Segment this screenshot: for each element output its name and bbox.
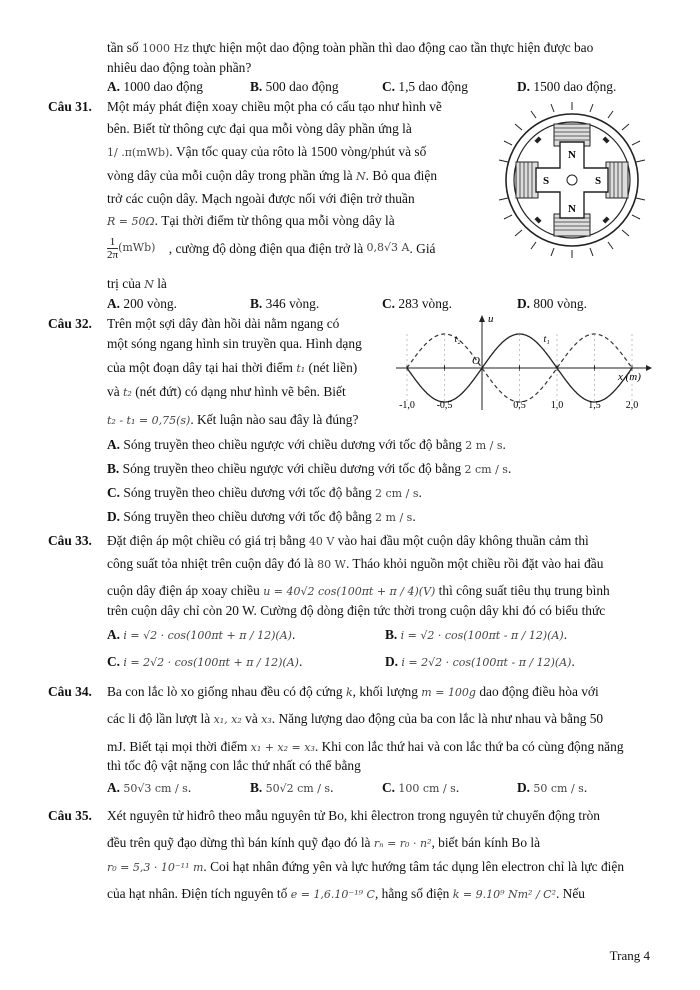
text: và	[107, 384, 120, 399]
math-sum: x₁ + x₂ = x₃	[250, 741, 315, 754]
text: nhiêu dao động toàn phần?	[107, 60, 252, 75]
u-axis-arrow	[479, 315, 485, 322]
math-ac-voltage: u = 40√2 cos(100πt + π / 4)(V)	[263, 585, 436, 598]
option-letter: D.	[517, 296, 531, 311]
label-t1: t₁	[543, 334, 550, 345]
option-letter: A.	[107, 627, 121, 642]
math-coulomb: k = 9.10⁹ Nm² / C²	[452, 888, 556, 901]
option-letter: C.	[107, 654, 121, 669]
text: , hằng số điện	[374, 886, 450, 901]
x-tick-label: 0,5	[513, 400, 526, 411]
option-letter: C.	[382, 79, 396, 94]
fraction-denominator: 2π	[107, 249, 119, 261]
math-radius: rₙ = r₀ · n²	[373, 837, 432, 850]
q32-option-d[interactable]: D. Sóng truyền theo chiều dương với tốc độ bằng 2 m / s.	[107, 509, 416, 524]
option-letter: A.	[107, 780, 121, 795]
top-line-2	[107, 60, 251, 75]
option-letter: D.	[107, 509, 121, 524]
text: Xét nguyên tử hiđrô theo mẫu nguyên tử Bo, khi êlectron trong nguyên tử chuyển động tròn	[107, 808, 600, 823]
q35-line-1	[107, 808, 600, 823]
text: . Tháo khỏi nguồn một chiều rồi đặt vào hai đầu	[345, 556, 604, 571]
q34-options	[107, 780, 667, 798]
option-math: i = √2 · cos(100πt - π / 12)(A)	[400, 629, 564, 642]
text: Đặt điện áp một chiều có giá trị bằng	[107, 533, 306, 548]
math-n: N	[356, 170, 366, 183]
text: của một đoạn dây tại hai thời điểm	[107, 360, 293, 375]
option-letter: A.	[107, 79, 121, 94]
option-letter: D.	[517, 79, 531, 94]
text: Một máy phát điện xoay chiều một pha có cấu tạo như hình vẽ	[107, 99, 442, 114]
option-text: 800 vòng.	[533, 296, 587, 311]
question-32-label: Câu 32.	[48, 316, 92, 331]
math-voltage: 40 V	[308, 535, 335, 548]
q32-option-c[interactable]: C. Sóng truyền theo chiều dương với tốc độ bằng 2 cm / s.	[107, 485, 422, 500]
option-text: 1000 dao động	[123, 79, 203, 94]
option-letter: D.	[517, 780, 531, 795]
option-text: 1500 dao động.	[533, 79, 617, 94]
option-math: 50√2 cm / s	[265, 782, 331, 795]
option-text: 500 dao động	[265, 79, 339, 94]
text: . Coi hạt nhân đứng yên và lực hướng tâm tác dụng lên electron chỉ là lực điện	[203, 859, 625, 874]
wave-chart	[392, 310, 654, 418]
text: thì công suất tiêu thụ trung bình	[438, 583, 610, 598]
top-options	[107, 79, 667, 97]
text: công suất tỏa nhiệt trên cuộn dây đó là	[107, 556, 314, 571]
text: và	[245, 711, 258, 726]
option-letter: D.	[385, 654, 399, 669]
text: thực hiện một dao động toàn phần thì dao động cao tần thực hiện được bao	[192, 40, 594, 55]
option-text: 200 vòng.	[123, 296, 177, 311]
text: đều trên quỹ đạo dừng thì bán kính quỹ đạo đó là	[107, 835, 371, 850]
q34-line-4	[107, 758, 361, 773]
q35-line-4	[107, 886, 585, 902]
x-axis-label: x (m)	[618, 371, 641, 383]
text: (nét liền)	[308, 360, 358, 375]
option-letter: C.	[382, 780, 396, 795]
math-dt: t₂ - t₁ = 0,75(s)	[107, 414, 191, 427]
option-math: i = 2√2 · cos(100πt + π / 12)(A)	[123, 656, 299, 669]
text: vào hai đầu một cuộn dây không thuần cảm thì	[337, 533, 589, 548]
q33-line-3	[107, 583, 610, 599]
text: , biết bán kính Bo là	[431, 835, 541, 850]
pole-n-bottom: N	[568, 203, 576, 215]
option-letter: B.	[250, 780, 263, 795]
q32-option-a[interactable]: A. Sóng truyền theo chiều ngược với chiều dương với tốc độ bằng 2 m / s.	[107, 437, 506, 452]
rotor-shaft	[567, 175, 577, 185]
text: bên. Biết từ thông cực đại qua mỗi vòng dây phần ứng là	[107, 121, 412, 136]
option-letter: C.	[107, 485, 121, 500]
page-number: Trang 4	[609, 948, 650, 963]
option-math: 100 cm / s	[398, 782, 456, 795]
label-t2: t₂	[454, 334, 461, 345]
math-t2: t₂	[123, 386, 132, 399]
option-math: 50 cm / s	[533, 782, 584, 795]
q31-line-8	[107, 276, 167, 292]
text: . Giá	[409, 240, 436, 256]
text: (nét đứt) có dạng như hình vẽ bên. Biết	[135, 384, 346, 399]
x-axis-arrow	[646, 365, 652, 371]
text: . Tại thời điểm từ thông qua mỗi vòng dây là	[154, 213, 395, 228]
option-math: i = 2√2 · cos(100πt - π / 12)(A)	[401, 656, 572, 669]
option-d[interactable]: D. 50 cm / s.	[517, 780, 588, 795]
pole-n-top: N	[568, 149, 576, 161]
q35-line-2	[107, 835, 540, 851]
x-tick-label: 2,0	[625, 400, 639, 411]
math-unit: (mWb)	[118, 241, 156, 255]
q33-option-b[interactable]: B. i = √2 · cos(100πt - π / 12)(A).	[385, 627, 568, 642]
fraction	[107, 236, 118, 261]
text: thì tốc độ vật nặng con lắc thứ nhất có thể bằng	[107, 758, 361, 773]
top-line-1	[107, 40, 593, 56]
q32-line-4	[107, 384, 346, 400]
option-letter: B.	[250, 79, 263, 94]
armature-coil-left	[516, 162, 538, 198]
text: . Bỏ qua điện	[365, 168, 438, 183]
q31-line-5	[107, 191, 415, 206]
option-b[interactable]: B. 50√2 cm / s.	[250, 780, 334, 795]
text: Trên một sợi dây đàn hồi dài nằm ngang có	[107, 316, 340, 331]
origin-label: O	[472, 355, 480, 367]
option-b[interactable]	[250, 296, 319, 312]
question-31-label: Câu 31.	[48, 99, 92, 114]
q34-line-2	[107, 711, 603, 727]
q35-line-3	[107, 859, 624, 875]
math-power: 80 W	[317, 558, 346, 571]
text: . Khi con lắc thứ hai và con lắc thứ ba có cùng động năng	[314, 739, 624, 754]
math-speed: 2 m / s	[375, 511, 413, 524]
math-frequency: 1000 Hz	[141, 42, 189, 55]
q32-line-5	[107, 412, 358, 428]
option-b[interactable]	[250, 79, 339, 95]
y-axis-label: u	[488, 313, 494, 325]
text: . Năng lượng dao động của ba con lắc là như nhau và bằng 50	[271, 711, 604, 726]
option-letter: A.	[107, 296, 121, 311]
text: một sóng ngang hình sin truyền qua. Hình dạng	[107, 336, 362, 351]
armature-coil-right	[606, 162, 628, 198]
math-resistance: R = 50Ω	[107, 215, 155, 228]
math-n: N	[144, 278, 154, 291]
text: trên cuộn dây chỉ còn 20 W. Cường độ dòng điện tức thời trong cuộn dây khi đó có biểu thức	[107, 603, 606, 618]
x-tick-label: -0,5	[436, 400, 453, 411]
option-letter: B.	[107, 461, 120, 476]
q33-option-d[interactable]: D. i = 2√2 · cos(100πt - π / 12)(A).	[385, 654, 575, 669]
option-c[interactable]	[382, 79, 468, 95]
math-x1x2: x₁, x₂	[213, 713, 242, 726]
math-mass: m = 100g	[421, 686, 476, 699]
option-text: Sóng truyền theo chiều dương với tốc độ bằng	[123, 485, 372, 500]
q33-line-4	[107, 603, 605, 618]
q33-line-1	[107, 533, 589, 549]
math-k: k	[345, 686, 353, 699]
x-tick-label: 1,5	[588, 400, 601, 411]
text: tần số	[107, 40, 139, 55]
math-speed: 2 cm / s	[375, 487, 419, 500]
text: . Kết luận nào sau đây là đúng?	[190, 412, 359, 427]
q33-option-c[interactable]: C. i = 2√2 · cos(100πt + π / 12)(A).	[107, 654, 303, 669]
fraction-numerator: 1	[107, 236, 118, 249]
q33-option-a[interactable]: A. i = √2 · cos(100πt + π / 12)(A).	[107, 627, 296, 642]
option-letter: C.	[382, 296, 396, 311]
pole-s-right: S	[594, 175, 602, 187]
q31-line-7	[107, 236, 435, 264]
option-c[interactable]: C. 100 cm / s.	[382, 780, 460, 795]
text: , khối lượng	[352, 684, 418, 699]
text: Ba con lắc lò xo giống nhau đều có độ cứng	[107, 684, 343, 699]
math-speed: 2 cm / s	[464, 463, 508, 476]
q31-line-3	[107, 144, 426, 160]
q31-line-1	[107, 99, 442, 114]
q34-line-1	[107, 684, 599, 700]
q31-line-4	[107, 168, 437, 184]
option-a[interactable]: A. 50√3 cm / s.	[107, 780, 192, 795]
generator-figure	[494, 100, 650, 260]
q32-line-3	[107, 360, 357, 376]
text: cuộn dây điện áp xoay chiều	[107, 583, 260, 598]
option-letter: B.	[385, 627, 398, 642]
q31-line-2	[107, 121, 412, 136]
math-current: 0,8√3 A	[366, 241, 410, 255]
option-a[interactable]	[107, 79, 203, 95]
math-t1: t₁	[296, 362, 306, 375]
option-text: 1,5 dao động	[398, 79, 468, 94]
text: , cường độ dòng điện qua điện trở là	[168, 240, 364, 256]
option-a[interactable]	[107, 296, 177, 312]
q32-line-1	[107, 316, 339, 331]
math-charge: e = 1,6.10⁻¹⁹ C	[290, 888, 375, 901]
q31-line-6	[107, 213, 395, 229]
option-math: i = √2 · cos(100πt + π / 12)(A)	[123, 629, 292, 642]
pole-s-left: S	[542, 175, 550, 187]
math-bohr-radius: r₀ = 5,3 · 10⁻¹¹ m	[107, 861, 204, 874]
math-flux: 1/ .π(mWb)	[107, 146, 170, 159]
q32-line-2	[107, 336, 362, 351]
option-text: 283 vòng.	[398, 296, 452, 311]
text: là	[157, 276, 167, 291]
option-text: Sóng truyền theo chiều ngược với chiều dương với tốc độ bằng	[122, 461, 462, 476]
q33-line-2	[107, 556, 603, 572]
option-math: 50√3 cm / s	[123, 782, 188, 795]
question-33-label: Câu 33.	[48, 533, 92, 548]
math-x3: x₃	[261, 713, 272, 726]
q32-option-b[interactable]: B. Sóng truyền theo chiều ngược với chiều dương với tốc độ bằng 2 cm / s.	[107, 461, 512, 476]
question-34-label: Câu 34.	[48, 684, 92, 699]
option-d[interactable]	[517, 79, 616, 95]
text: của hạt nhân. Điện tích nguyên tố	[107, 886, 288, 901]
option-letter: B.	[250, 296, 263, 311]
option-text: 346 vòng.	[265, 296, 320, 311]
text: . Vận tốc quay của rôto là 1500 vòng/phút và số	[169, 144, 427, 159]
option-letter: A.	[107, 437, 121, 452]
q34-line-3	[107, 739, 624, 755]
x-tick-label: 1,0	[550, 400, 564, 411]
option-text: Sóng truyền theo chiều ngược với chiều dương với tốc độ bằng	[123, 437, 462, 452]
option-text: Sóng truyền theo chiều dương với tốc độ bằng	[123, 509, 372, 524]
text: trị của	[107, 276, 141, 291]
question-35-label: Câu 35.	[48, 808, 92, 823]
text: mJ. Biết tại mọi thời điểm	[107, 739, 248, 754]
x-tick-label: -1,0	[399, 400, 415, 411]
text: các li độ lần lượt là	[107, 711, 211, 726]
math-speed: 2 m / s	[465, 439, 503, 452]
text: trở các cuộn dây. Mạch ngoài được nối với điện trở thuần	[107, 191, 415, 206]
text: vòng dây của mỗi cuộn dây trong phần ứng là	[107, 168, 353, 183]
text: dao động điều hòa với	[479, 684, 599, 699]
text: . Nếu	[555, 886, 585, 901]
